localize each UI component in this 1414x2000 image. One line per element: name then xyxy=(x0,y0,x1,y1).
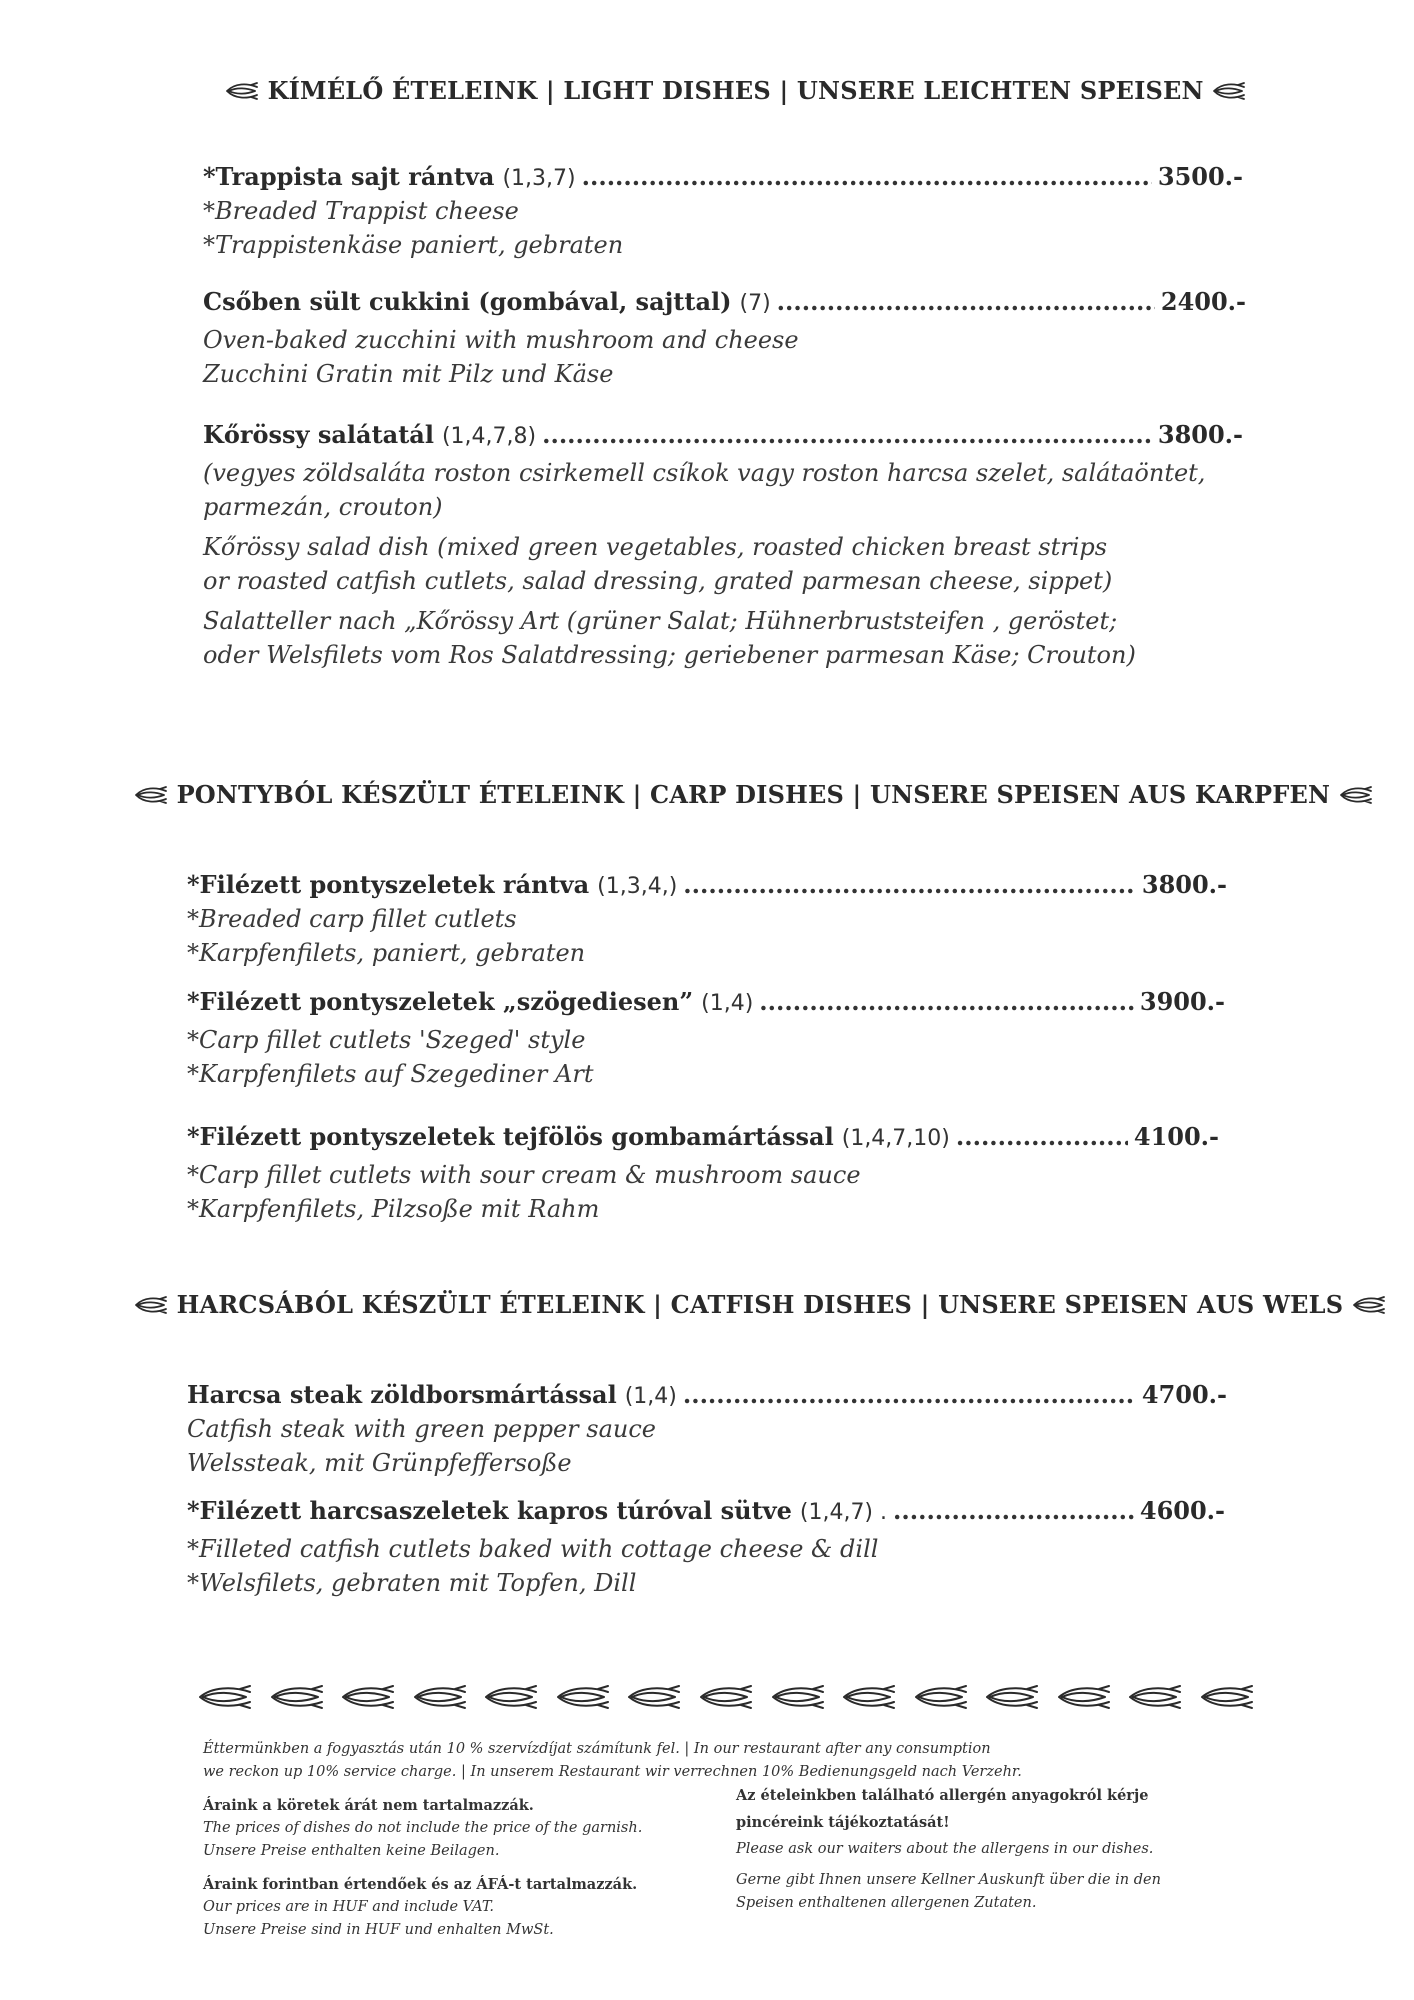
menu-item-line xyxy=(187,1496,1225,1528)
dish-description: Zucchini Gratin mit Pilz und Käse xyxy=(203,360,614,388)
dish-name: Kőrössy salátatál xyxy=(203,420,434,449)
section-heading-light-dishes xyxy=(225,76,1246,105)
allergen-codes: (1,4,7,8) xyxy=(441,424,537,449)
dish-name: *Filézett pontyszeletek tejfölös gombamártással xyxy=(187,1122,834,1151)
section-title: KÍMÉLŐ ÉTELEINK | LIGHT DISHES | UNSERE LEICHTEN SPEISEN xyxy=(267,76,1204,105)
fish-ornament-icon xyxy=(1212,81,1246,101)
dish-name: *Filézett harcsaszeletek kapros túróval sütve xyxy=(187,1496,792,1525)
allergen-note-hu: Az ételeinkben található allergén anyagokról kérje xyxy=(736,1787,1149,1804)
dish-description-de: oder Welsfilets vom Ros Salatdressing; geriebener parmesan Käse; Crouton) xyxy=(203,641,1136,669)
section-title: HARCSÁBÓL KÉSZÜLT ÉTELEINK | CATFISH DISHES | UNSERE SPEISEN AUS WELS xyxy=(176,1290,1344,1319)
menu-item-line xyxy=(187,870,1227,902)
dish-description: *Karpfenfilets, Pilzsoße mit Rahm xyxy=(187,1195,600,1223)
dish-description: *Carp fillet cutlets 'Szeged' style xyxy=(187,1026,586,1054)
menu-item-line xyxy=(203,420,1243,452)
dish-price: 2400.- xyxy=(1160,287,1246,316)
fish-ornament-icon xyxy=(198,1684,252,1710)
dish-price: 4600.- xyxy=(1139,1496,1225,1525)
garnish-note-en: The prices of dishes do not include the price of the garnish. xyxy=(203,1820,643,1836)
dish-name: *Filézett pontyszeletek „szögediesen” xyxy=(187,987,694,1016)
dot-leader xyxy=(542,420,1152,450)
dish-price: 3900.- xyxy=(1139,987,1225,1016)
menu-item-line xyxy=(203,287,1246,319)
dot-leader xyxy=(582,162,1152,192)
service-charge-note: we reckon up 10% service charge. | In unserem Restaurant wir verrechnen 10% Bedienungsgeld nach Verzehr. xyxy=(203,1764,1022,1780)
dish-description-de: Salatteller nach „Kőrössy Art (grüner Salat; Hühnerbruststeifen , geröstet; xyxy=(203,607,1118,635)
fish-ornament-icon xyxy=(556,1684,610,1710)
menu-item xyxy=(203,287,1246,391)
allergen-codes: (7) xyxy=(739,291,771,316)
dish-price: 4100.- xyxy=(1133,1122,1219,1151)
dot-leader xyxy=(956,1122,1128,1152)
fish-ornament-icon xyxy=(1339,785,1373,805)
menu-item-line xyxy=(187,1122,1219,1154)
ornament-divider xyxy=(198,1684,1254,1714)
dish-description: *Breaded Trappist cheese xyxy=(203,197,519,225)
dish-name: Csőben sült cukkini (gombával, sajttal) xyxy=(203,287,732,316)
section-title: PONTYBÓL KÉSZÜLT ÉTELEINK | CARP DISHES | UNSERE SPEISEN AUS KARPFEN xyxy=(176,780,1331,809)
dish-name: Harcsa steak zöldborsmártással xyxy=(187,1380,617,1409)
dot-leader xyxy=(777,287,1155,317)
fish-ornament-icon xyxy=(1200,1684,1254,1710)
dish-price: 3800.- xyxy=(1157,420,1243,449)
menu-item xyxy=(203,420,1243,672)
fish-ornament-icon xyxy=(985,1684,1039,1710)
fish-ornament-icon xyxy=(914,1684,968,1710)
section-heading-catfish-dishes xyxy=(134,1290,1386,1319)
allergen-codes: (1,3,7) xyxy=(502,166,576,191)
fish-ornament-icon xyxy=(134,1295,168,1315)
fish-ornament-icon xyxy=(1352,1295,1386,1315)
garnish-note-hu: Áraink a köretek árát nem tartalmazzák. xyxy=(203,1797,534,1814)
dish-description: Welssteak, mit Grünpfeffersoße xyxy=(187,1449,572,1477)
dish-description: *Karpfenfilets auf Szegediner Art xyxy=(187,1060,594,1088)
dish-description: Catfish steak with green pepper sauce xyxy=(187,1415,656,1443)
allergen-note-hu: pincéreink tájékoztatását! xyxy=(736,1814,950,1831)
dish-description: *Trappistenkäse paniert, gebraten xyxy=(203,231,624,259)
fish-ornament-icon xyxy=(484,1684,538,1710)
allergen-note-de: Speisen enthaltenen allergenen Zutaten. xyxy=(736,1895,1037,1911)
service-charge-note: Éttermünkben a fogyasztás után 10 % szervízdíjat számítunk fel. | In our restaurant after any consumption xyxy=(203,1741,991,1757)
allergen-codes: (1,4,7) . xyxy=(799,1500,888,1525)
dot-leader xyxy=(759,987,1134,1017)
dish-description: parmezán, crouton) xyxy=(203,493,443,521)
dot-leader xyxy=(683,1380,1136,1410)
allergen-codes: (1,3,4,) xyxy=(597,874,678,899)
dish-description: *Breaded carp fillet cutlets xyxy=(187,905,517,933)
allergen-note-en: Please ask our waiters about the allergens in our dishes. xyxy=(736,1841,1154,1857)
allergen-codes: (1,4) xyxy=(701,991,754,1016)
allergen-codes: (1,4,7,10) xyxy=(841,1126,950,1151)
vat-note-de: Unsere Preise sind in HUF und enhalten MwSt. xyxy=(203,1922,554,1938)
dish-price: 3800.- xyxy=(1141,870,1227,899)
dish-price: 4700.- xyxy=(1141,1380,1227,1409)
dish-description: *Filleted catfish cutlets baked with cottage cheese & dill xyxy=(187,1535,879,1563)
menu-item xyxy=(187,1380,1227,1480)
menu-item-line xyxy=(203,162,1243,194)
dish-description: (vegyes zöldsaláta roston csirkemell csíkok vagy roston harcsa szelet, salátaöntet, xyxy=(203,459,1206,487)
dish-name: *Trappista sajt rántva xyxy=(203,162,495,191)
dish-price: 3500.- xyxy=(1157,162,1243,191)
fish-ornament-icon xyxy=(699,1684,753,1710)
section-heading-carp-dishes xyxy=(134,780,1373,809)
allergen-note-de: Gerne gibt Ihnen unsere Kellner Auskunft über die in den xyxy=(736,1872,1161,1888)
menu-item xyxy=(203,162,1243,262)
allergen-codes: (1,4) xyxy=(624,1384,677,1409)
fish-ornament-icon xyxy=(771,1684,825,1710)
dish-description: *Karpfenfilets, paniert, gebraten xyxy=(187,939,586,967)
menu-item xyxy=(187,1496,1225,1600)
dish-description: *Welsfilets, gebraten mit Topfen, Dill xyxy=(187,1569,637,1597)
menu-item xyxy=(187,870,1227,970)
fish-ornament-icon xyxy=(225,81,259,101)
fish-ornament-icon xyxy=(270,1684,324,1710)
dish-description: *Carp fillet cutlets with sour cream & mushroom sauce xyxy=(187,1161,861,1189)
fish-ornament-icon xyxy=(413,1684,467,1710)
fish-ornament-icon xyxy=(341,1684,395,1710)
fish-ornament-icon xyxy=(842,1684,896,1710)
dish-description: Oven-baked zucchini with mushroom and cheese xyxy=(203,326,799,354)
dot-leader xyxy=(683,870,1136,900)
dish-description-en: or roasted catfish cutlets, salad dressing, grated parmesan cheese, sippet) xyxy=(203,567,1113,595)
dish-name: *Filézett pontyszeletek rántva xyxy=(187,870,590,899)
dot-leader xyxy=(893,1496,1134,1526)
footer-right xyxy=(736,1784,1161,1915)
fish-ornament-icon xyxy=(1057,1684,1111,1710)
vat-note-en: Our prices are in HUF and include VAT. xyxy=(203,1899,494,1915)
dish-description-en: Kőrössy salad dish (mixed green vegetables, roasted chicken breast strips xyxy=(203,533,1108,561)
menu-item xyxy=(187,987,1225,1091)
fish-ornament-icon xyxy=(1128,1684,1182,1710)
menu-item-line xyxy=(187,987,1225,1019)
menu-item-line xyxy=(187,1380,1227,1412)
garnish-note-de: Unsere Preise enthalten keine Beilagen. xyxy=(203,1843,500,1859)
menu-item xyxy=(187,1122,1219,1226)
fish-ornament-icon xyxy=(134,785,168,805)
fish-ornament-icon xyxy=(627,1684,681,1710)
vat-note-hu: Áraink forintban értendőek és az ÁFÁ-t tartalmazzák. xyxy=(203,1876,638,1893)
